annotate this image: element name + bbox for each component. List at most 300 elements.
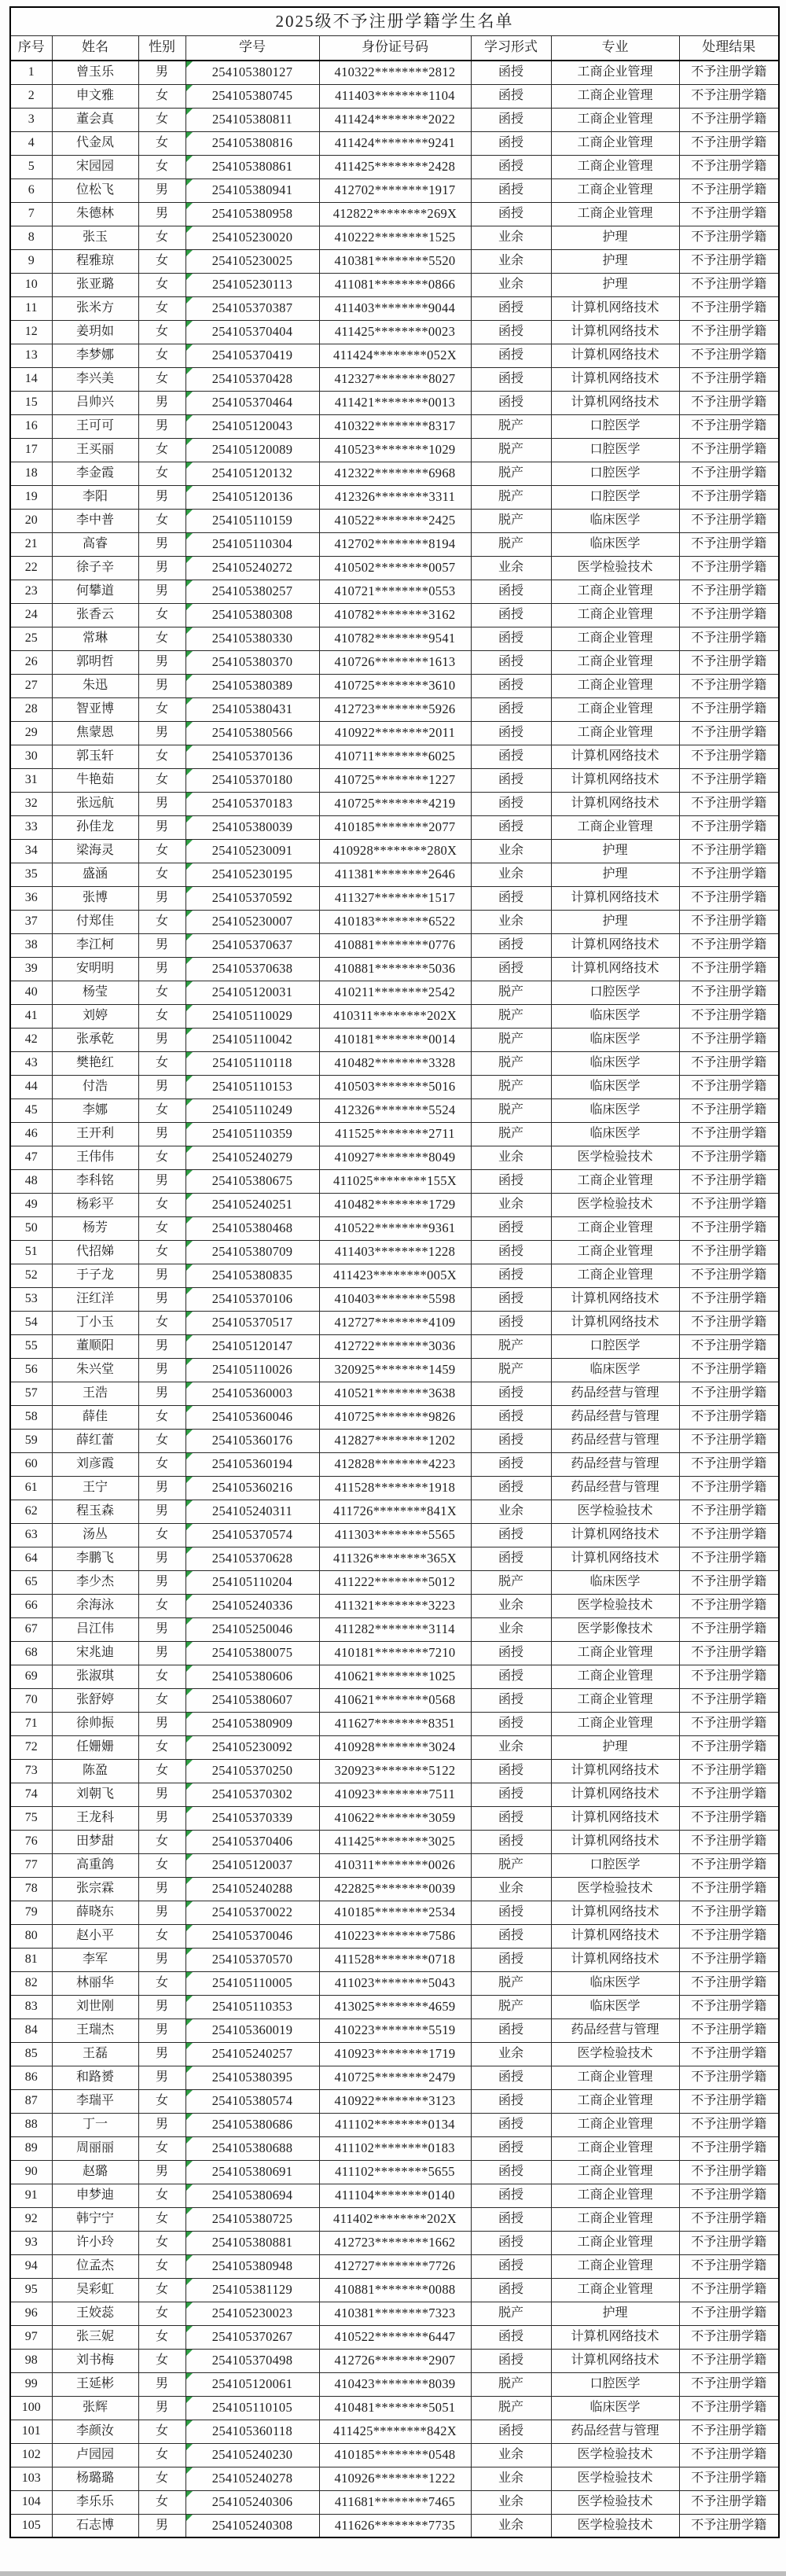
cell-major: 工商企业管理 bbox=[551, 650, 679, 674]
cell-major: 工商企业管理 bbox=[551, 202, 679, 226]
cell-id-number: 411425********0023 bbox=[319, 320, 471, 344]
cell-result: 不予注册学籍 bbox=[679, 1075, 779, 1098]
cell-gender: 男 bbox=[138, 532, 185, 556]
cell-id-number: 412827********1202 bbox=[319, 1429, 471, 1452]
cell-name: 何攀道 bbox=[52, 580, 138, 603]
table-row bbox=[10, 981, 779, 1004]
cell-index: 65 bbox=[10, 1570, 52, 1594]
cell-name: 薛红蕾 bbox=[52, 1429, 138, 1452]
cell-gender: 男 bbox=[138, 1028, 185, 1051]
cell-gender: 男 bbox=[138, 815, 185, 839]
cell-name: 李鹏飞 bbox=[52, 1547, 138, 1570]
cell-index: 103 bbox=[10, 2467, 52, 2490]
cell-id-number: 410881********5036 bbox=[319, 957, 471, 981]
cell-gender: 男 bbox=[138, 2514, 185, 2537]
cell-study-form: 函授 bbox=[471, 627, 551, 650]
cell-name: 王买丽 bbox=[52, 438, 138, 462]
cell-index: 76 bbox=[10, 1830, 52, 1853]
cell-name: 吕江伟 bbox=[52, 1617, 138, 1641]
cell-id-number: 410922********2011 bbox=[319, 721, 471, 745]
cell-id-number: 412727********7726 bbox=[319, 2254, 471, 2278]
cell-study-form: 函授 bbox=[471, 580, 551, 603]
cell-index: 82 bbox=[10, 1971, 52, 1995]
cell-gender: 女 bbox=[138, 320, 185, 344]
cell-major: 医学检验技术 bbox=[551, 1877, 679, 1901]
cell-gender: 男 bbox=[138, 792, 185, 815]
cell-student-id: 254105370419 bbox=[185, 344, 319, 367]
cell-name: 李瑞平 bbox=[52, 2089, 138, 2113]
table-row bbox=[10, 1688, 779, 1712]
cell-major: 医学检验技术 bbox=[551, 2042, 679, 2066]
cell-index: 48 bbox=[10, 1169, 52, 1193]
table-row bbox=[10, 2231, 779, 2254]
cell-student-id: 254105380688 bbox=[185, 2136, 319, 2160]
cell-id-number: 410223********7586 bbox=[319, 1924, 471, 1948]
cell-student-id: 254105380607 bbox=[185, 1688, 319, 1712]
cell-major: 药品经营与管理 bbox=[551, 1452, 679, 1476]
cell-gender: 男 bbox=[138, 556, 185, 580]
cell-gender: 女 bbox=[138, 1665, 185, 1688]
cell-name: 盛涵 bbox=[52, 863, 138, 886]
cell-gender: 女 bbox=[138, 863, 185, 886]
cell-result: 不予注册学籍 bbox=[679, 1216, 779, 1240]
cell-study-form: 业余 bbox=[471, 2467, 551, 2490]
cell-name: 朱迅 bbox=[52, 674, 138, 697]
cell-name: 王伟伟 bbox=[52, 1146, 138, 1169]
cell-major: 医学检验技术 bbox=[551, 2490, 679, 2514]
cell-index: 75 bbox=[10, 1806, 52, 1830]
cell-study-form: 业余 bbox=[471, 1877, 551, 1901]
cell-student-id: 254105110042 bbox=[185, 1028, 319, 1051]
cell-study-form: 函授 bbox=[471, 815, 551, 839]
cell-gender: 男 bbox=[138, 2113, 185, 2136]
table-row bbox=[10, 108, 779, 131]
cell-result: 不予注册学籍 bbox=[679, 957, 779, 981]
table-row bbox=[10, 1806, 779, 1830]
cell-major: 计算机网络技术 bbox=[551, 1311, 679, 1334]
table-row bbox=[10, 532, 779, 556]
cell-gender: 女 bbox=[138, 296, 185, 320]
cell-study-form: 函授 bbox=[471, 131, 551, 155]
cell-result: 不予注册学籍 bbox=[679, 2325, 779, 2349]
cell-study-form: 函授 bbox=[471, 344, 551, 367]
cell-index: 11 bbox=[10, 296, 52, 320]
cell-study-form: 函授 bbox=[471, 721, 551, 745]
cell-index: 7 bbox=[10, 202, 52, 226]
cell-result: 不予注册学籍 bbox=[679, 1830, 779, 1853]
table-row bbox=[10, 2467, 779, 2490]
cell-index: 42 bbox=[10, 1028, 52, 1051]
cell-result: 不予注册学籍 bbox=[679, 1570, 779, 1594]
cell-student-id: 254105380709 bbox=[185, 1240, 319, 1264]
cell-index: 63 bbox=[10, 1523, 52, 1547]
cell-major: 临床医学 bbox=[551, 1051, 679, 1075]
cell-result: 不予注册学籍 bbox=[679, 1500, 779, 1523]
cell-student-id: 254105370180 bbox=[185, 768, 319, 792]
cell-index: 43 bbox=[10, 1051, 52, 1075]
cell-study-form: 脱产 bbox=[471, 1075, 551, 1098]
cell-major: 计算机网络技术 bbox=[551, 1901, 679, 1924]
cell-major: 药品经营与管理 bbox=[551, 2018, 679, 2042]
table-row bbox=[10, 1075, 779, 1098]
cell-gender: 女 bbox=[138, 768, 185, 792]
cell-student-id: 254105370574 bbox=[185, 1523, 319, 1547]
cell-major: 工商企业管理 bbox=[551, 2254, 679, 2278]
cell-student-id: 254105380745 bbox=[185, 84, 319, 108]
cell-major: 医学检验技术 bbox=[551, 2514, 679, 2537]
cell-index: 30 bbox=[10, 745, 52, 768]
cell-id-number: 411424********9241 bbox=[319, 131, 471, 155]
cell-major: 临床医学 bbox=[551, 1028, 679, 1051]
cell-index: 53 bbox=[10, 1287, 52, 1311]
cell-major: 工商企业管理 bbox=[551, 2066, 679, 2089]
cell-study-form: 函授 bbox=[471, 933, 551, 957]
cell-major: 临床医学 bbox=[551, 1122, 679, 1146]
table-row bbox=[10, 2278, 779, 2302]
table-row bbox=[10, 886, 779, 910]
cell-gender: 男 bbox=[138, 721, 185, 745]
cell-student-id: 254105380816 bbox=[185, 131, 319, 155]
cell-result: 不予注册学籍 bbox=[679, 933, 779, 957]
cell-result: 不予注册学籍 bbox=[679, 1476, 779, 1500]
cell-name: 智亚博 bbox=[52, 697, 138, 721]
cell-major: 计算机网络技术 bbox=[551, 1924, 679, 1948]
cell-result: 不予注册学籍 bbox=[679, 1735, 779, 1759]
cell-student-id: 254105110005 bbox=[185, 1971, 319, 1995]
cell-gender: 女 bbox=[138, 108, 185, 131]
table-row bbox=[10, 1216, 779, 1240]
cell-index: 36 bbox=[10, 886, 52, 910]
cell-index: 105 bbox=[10, 2514, 52, 2537]
cell-gender: 女 bbox=[138, 1098, 185, 1122]
cell-id-number: 410711********6025 bbox=[319, 745, 471, 768]
cell-id-number: 411681********7465 bbox=[319, 2490, 471, 2514]
cell-gender: 男 bbox=[138, 1358, 185, 1382]
cell-id-number: 410621********0568 bbox=[319, 1688, 471, 1712]
cell-result: 不予注册学籍 bbox=[679, 108, 779, 131]
cell-study-form: 函授 bbox=[471, 792, 551, 815]
cell-id-number: 410523********1029 bbox=[319, 438, 471, 462]
cell-gender: 女 bbox=[138, 1004, 185, 1028]
cell-study-form: 函授 bbox=[471, 320, 551, 344]
cell-major: 计算机网络技术 bbox=[551, 745, 679, 768]
cell-gender: 男 bbox=[138, 1169, 185, 1193]
cell-id-number: 411403********1228 bbox=[319, 1240, 471, 1264]
cell-id-number: 411023********5043 bbox=[319, 1971, 471, 1995]
cell-id-number: 411222********5012 bbox=[319, 1570, 471, 1594]
cell-result: 不予注册学籍 bbox=[679, 863, 779, 886]
cell-gender: 男 bbox=[138, 1476, 185, 1500]
cell-index: 23 bbox=[10, 580, 52, 603]
cell-study-form: 函授 bbox=[471, 367, 551, 391]
cell-name: 张宗霖 bbox=[52, 1877, 138, 1901]
table-row bbox=[10, 414, 779, 438]
cell-name: 杨莹 bbox=[52, 981, 138, 1004]
cell-student-id: 254105230007 bbox=[185, 910, 319, 933]
cell-gender: 女 bbox=[138, 2490, 185, 2514]
cell-index: 25 bbox=[10, 627, 52, 650]
table-row bbox=[10, 1877, 779, 1901]
cell-major: 计算机网络技术 bbox=[551, 933, 679, 957]
column-header-major: 专业 bbox=[551, 35, 679, 61]
cell-result: 不予注册学籍 bbox=[679, 462, 779, 485]
cell-result: 不予注册学籍 bbox=[679, 1712, 779, 1735]
cell-study-form: 业余 bbox=[471, 1735, 551, 1759]
table-row bbox=[10, 721, 779, 745]
cell-gender: 男 bbox=[138, 1382, 185, 1405]
cell-id-number: 410621********1025 bbox=[319, 1665, 471, 1688]
cell-study-form: 函授 bbox=[471, 1264, 551, 1287]
cell-index: 26 bbox=[10, 650, 52, 674]
table-row bbox=[10, 674, 779, 697]
cell-index: 52 bbox=[10, 1264, 52, 1287]
cell-study-form: 脱产 bbox=[471, 1995, 551, 2018]
cell-major: 工商企业管理 bbox=[551, 627, 679, 650]
cell-student-id: 254105120132 bbox=[185, 462, 319, 485]
cell-result: 不予注册学籍 bbox=[679, 1358, 779, 1382]
cell-result: 不予注册学籍 bbox=[679, 627, 779, 650]
cell-major: 药品经营与管理 bbox=[551, 1382, 679, 1405]
table-row bbox=[10, 1240, 779, 1264]
cell-student-id: 254105230023 bbox=[185, 2302, 319, 2325]
cell-major: 计算机网络技术 bbox=[551, 886, 679, 910]
cell-result: 不予注册学籍 bbox=[679, 674, 779, 697]
cell-major: 医学检验技术 bbox=[551, 1146, 679, 1169]
cell-major: 计算机网络技术 bbox=[551, 1547, 679, 1570]
cell-result: 不予注册学籍 bbox=[679, 2207, 779, 2231]
cell-gender: 男 bbox=[138, 886, 185, 910]
cell-name: 张玉 bbox=[52, 226, 138, 249]
cell-student-id: 254105360046 bbox=[185, 1405, 319, 1429]
cell-student-id: 254105230025 bbox=[185, 249, 319, 273]
cell-result: 不予注册学籍 bbox=[679, 1853, 779, 1877]
cell-gender: 女 bbox=[138, 1759, 185, 1783]
cell-major: 工商企业管理 bbox=[551, 2113, 679, 2136]
cell-study-form: 业余 bbox=[471, 1617, 551, 1641]
cell-gender: 女 bbox=[138, 910, 185, 933]
cell-student-id: 254105380330 bbox=[185, 627, 319, 650]
cell-study-form: 函授 bbox=[471, 1382, 551, 1405]
cell-result: 不予注册学籍 bbox=[679, 580, 779, 603]
cell-gender: 女 bbox=[138, 2184, 185, 2207]
cell-study-form: 脱产 bbox=[471, 2396, 551, 2420]
cell-student-id: 254105120136 bbox=[185, 485, 319, 509]
table-row bbox=[10, 2443, 779, 2467]
cell-id-number: 411403********1104 bbox=[319, 84, 471, 108]
cell-result: 不予注册学籍 bbox=[679, 2160, 779, 2184]
cell-id-number: 412722********3036 bbox=[319, 1334, 471, 1358]
cell-gender: 男 bbox=[138, 1806, 185, 1830]
cell-major: 护理 bbox=[551, 249, 679, 273]
cell-id-number: 410927********8049 bbox=[319, 1146, 471, 1169]
cell-result: 不予注册学籍 bbox=[679, 2278, 779, 2302]
table-row bbox=[10, 1594, 779, 1617]
cell-study-form: 函授 bbox=[471, 768, 551, 792]
cell-id-number: 410782********3162 bbox=[319, 603, 471, 627]
cell-name: 李江柯 bbox=[52, 933, 138, 957]
cell-result: 不予注册学籍 bbox=[679, 1617, 779, 1641]
cell-result: 不予注册学籍 bbox=[679, 1783, 779, 1806]
cell-index: 86 bbox=[10, 2066, 52, 2089]
cell-study-form: 函授 bbox=[471, 84, 551, 108]
cell-id-number: 410183********6522 bbox=[319, 910, 471, 933]
table-row bbox=[10, 1971, 779, 1995]
cell-index: 40 bbox=[10, 981, 52, 1004]
cell-result: 不予注册学籍 bbox=[679, 2184, 779, 2207]
cell-gender: 女 bbox=[138, 2349, 185, 2372]
cell-result: 不予注册学籍 bbox=[679, 296, 779, 320]
column-header-student-id: 学号 bbox=[185, 35, 319, 61]
cell-name: 任姗姗 bbox=[52, 1735, 138, 1759]
cell-id-number: 411303********5565 bbox=[319, 1523, 471, 1547]
cell-id-number: 410928********280X bbox=[319, 839, 471, 863]
cell-name: 孙佳龙 bbox=[52, 815, 138, 839]
table-row bbox=[10, 1665, 779, 1688]
cell-student-id: 254105380811 bbox=[185, 108, 319, 131]
cell-name: 李少杰 bbox=[52, 1570, 138, 1594]
table-row bbox=[10, 2066, 779, 2089]
cell-gender: 女 bbox=[138, 1735, 185, 1759]
table-row bbox=[10, 2302, 779, 2325]
cell-major: 工商企业管理 bbox=[551, 1240, 679, 1264]
cell-name: 李娜 bbox=[52, 1098, 138, 1122]
cell-study-form: 脱产 bbox=[471, 485, 551, 509]
cell-major: 护理 bbox=[551, 273, 679, 296]
table-row bbox=[10, 2325, 779, 2349]
cell-study-form: 函授 bbox=[471, 2136, 551, 2160]
table-row bbox=[10, 249, 779, 273]
cell-result: 不予注册学籍 bbox=[679, 815, 779, 839]
cell-student-id: 254105240308 bbox=[185, 2514, 319, 2537]
cell-study-form: 脱产 bbox=[471, 1028, 551, 1051]
cell-id-number: 410211********2542 bbox=[319, 981, 471, 1004]
cell-name: 李科铭 bbox=[52, 1169, 138, 1193]
cell-index: 88 bbox=[10, 2113, 52, 2136]
cell-gender: 女 bbox=[138, 438, 185, 462]
cell-index: 79 bbox=[10, 1901, 52, 1924]
cell-name: 李中普 bbox=[52, 509, 138, 532]
table-row bbox=[10, 1830, 779, 1853]
cell-study-form: 函授 bbox=[471, 1452, 551, 1476]
cell-gender: 男 bbox=[138, 2018, 185, 2042]
table-row bbox=[10, 2184, 779, 2207]
cell-name: 石志博 bbox=[52, 2514, 138, 2537]
cell-student-id: 254105120043 bbox=[185, 414, 319, 438]
cell-study-form: 函授 bbox=[471, 1783, 551, 1806]
cell-study-form: 业余 bbox=[471, 556, 551, 580]
cell-index: 50 bbox=[10, 1216, 52, 1240]
cell-result: 不予注册学籍 bbox=[679, 1146, 779, 1169]
cell-index: 67 bbox=[10, 1617, 52, 1641]
cell-result: 不予注册学籍 bbox=[679, 556, 779, 580]
cell-name: 刘书梅 bbox=[52, 2349, 138, 2372]
cell-index: 66 bbox=[10, 1594, 52, 1617]
cell-study-form: 业余 bbox=[471, 1594, 551, 1617]
cell-gender: 男 bbox=[138, 485, 185, 509]
table-row bbox=[10, 1122, 779, 1146]
cell-major: 工商企业管理 bbox=[551, 1641, 679, 1665]
cell-index: 49 bbox=[10, 1193, 52, 1216]
table-row bbox=[10, 226, 779, 249]
cell-gender: 男 bbox=[138, 1500, 185, 1523]
cell-id-number: 410423********8039 bbox=[319, 2372, 471, 2396]
cell-major: 计算机网络技术 bbox=[551, 2349, 679, 2372]
cell-study-form: 脱产 bbox=[471, 1122, 551, 1146]
cell-index: 39 bbox=[10, 957, 52, 981]
cell-study-form: 业余 bbox=[471, 863, 551, 886]
table-row bbox=[10, 320, 779, 344]
table-row bbox=[10, 61, 779, 84]
cell-study-form: 业余 bbox=[471, 1193, 551, 1216]
cell-gender: 男 bbox=[138, 1334, 185, 1358]
cell-id-number: 410521********3638 bbox=[319, 1382, 471, 1405]
cell-id-number: 410381********7323 bbox=[319, 2302, 471, 2325]
cell-gender: 女 bbox=[138, 2254, 185, 2278]
cell-student-id: 254105240230 bbox=[185, 2443, 319, 2467]
cell-result: 不予注册学籍 bbox=[679, 650, 779, 674]
cell-student-id: 254105110105 bbox=[185, 2396, 319, 2420]
cell-major: 临床医学 bbox=[551, 1358, 679, 1382]
cell-study-form: 业余 bbox=[471, 1146, 551, 1169]
cell-index: 37 bbox=[10, 910, 52, 933]
cell-id-number: 410923********7511 bbox=[319, 1783, 471, 1806]
cell-result: 不予注册学籍 bbox=[679, 2467, 779, 2490]
cell-study-form: 函授 bbox=[471, 697, 551, 721]
table-row bbox=[10, 2207, 779, 2231]
table-row bbox=[10, 957, 779, 981]
cell-gender: 女 bbox=[138, 1830, 185, 1853]
cell-major: 工商企业管理 bbox=[551, 2184, 679, 2207]
cell-student-id: 254105380395 bbox=[185, 2066, 319, 2089]
cell-study-form: 函授 bbox=[471, 1948, 551, 1971]
cell-name: 丁小玉 bbox=[52, 1311, 138, 1334]
cell-gender: 女 bbox=[138, 697, 185, 721]
cell-student-id: 254105110359 bbox=[185, 1122, 319, 1146]
cell-gender: 男 bbox=[138, 957, 185, 981]
cell-result: 不予注册学籍 bbox=[679, 839, 779, 863]
cell-name: 郭明哲 bbox=[52, 650, 138, 674]
cell-student-id: 254105370387 bbox=[185, 296, 319, 320]
cell-result: 不予注册学籍 bbox=[679, 792, 779, 815]
cell-gender: 女 bbox=[138, 1216, 185, 1240]
cell-result: 不予注册学籍 bbox=[679, 1523, 779, 1547]
cell-gender: 男 bbox=[138, 2042, 185, 2066]
table-row bbox=[10, 2420, 779, 2443]
cell-result: 不予注册学籍 bbox=[679, 485, 779, 509]
cell-result: 不予注册学籍 bbox=[679, 2349, 779, 2372]
cell-major: 工商企业管理 bbox=[551, 108, 679, 131]
cell-student-id: 254105110204 bbox=[185, 1570, 319, 1594]
cell-gender: 男 bbox=[138, 933, 185, 957]
cell-gender: 男 bbox=[138, 1570, 185, 1594]
cell-name: 高睿 bbox=[52, 532, 138, 556]
cell-student-id: 254105370267 bbox=[185, 2325, 319, 2349]
cell-gender: 女 bbox=[138, 1688, 185, 1712]
cell-id-number: 320923********5122 bbox=[319, 1759, 471, 1783]
cell-index: 29 bbox=[10, 721, 52, 745]
cell-major: 口腔医学 bbox=[551, 485, 679, 509]
cell-gender: 女 bbox=[138, 745, 185, 768]
table-row bbox=[10, 910, 779, 933]
cell-gender: 女 bbox=[138, 1146, 185, 1169]
cell-gender: 男 bbox=[138, 414, 185, 438]
cell-result: 不予注册学籍 bbox=[679, 1287, 779, 1311]
cell-major: 计算机网络技术 bbox=[551, 320, 679, 344]
cell-index: 64 bbox=[10, 1547, 52, 1570]
cell-student-id: 254105370339 bbox=[185, 1806, 319, 1830]
cell-student-id: 254105380941 bbox=[185, 178, 319, 202]
cell-index: 38 bbox=[10, 933, 52, 957]
